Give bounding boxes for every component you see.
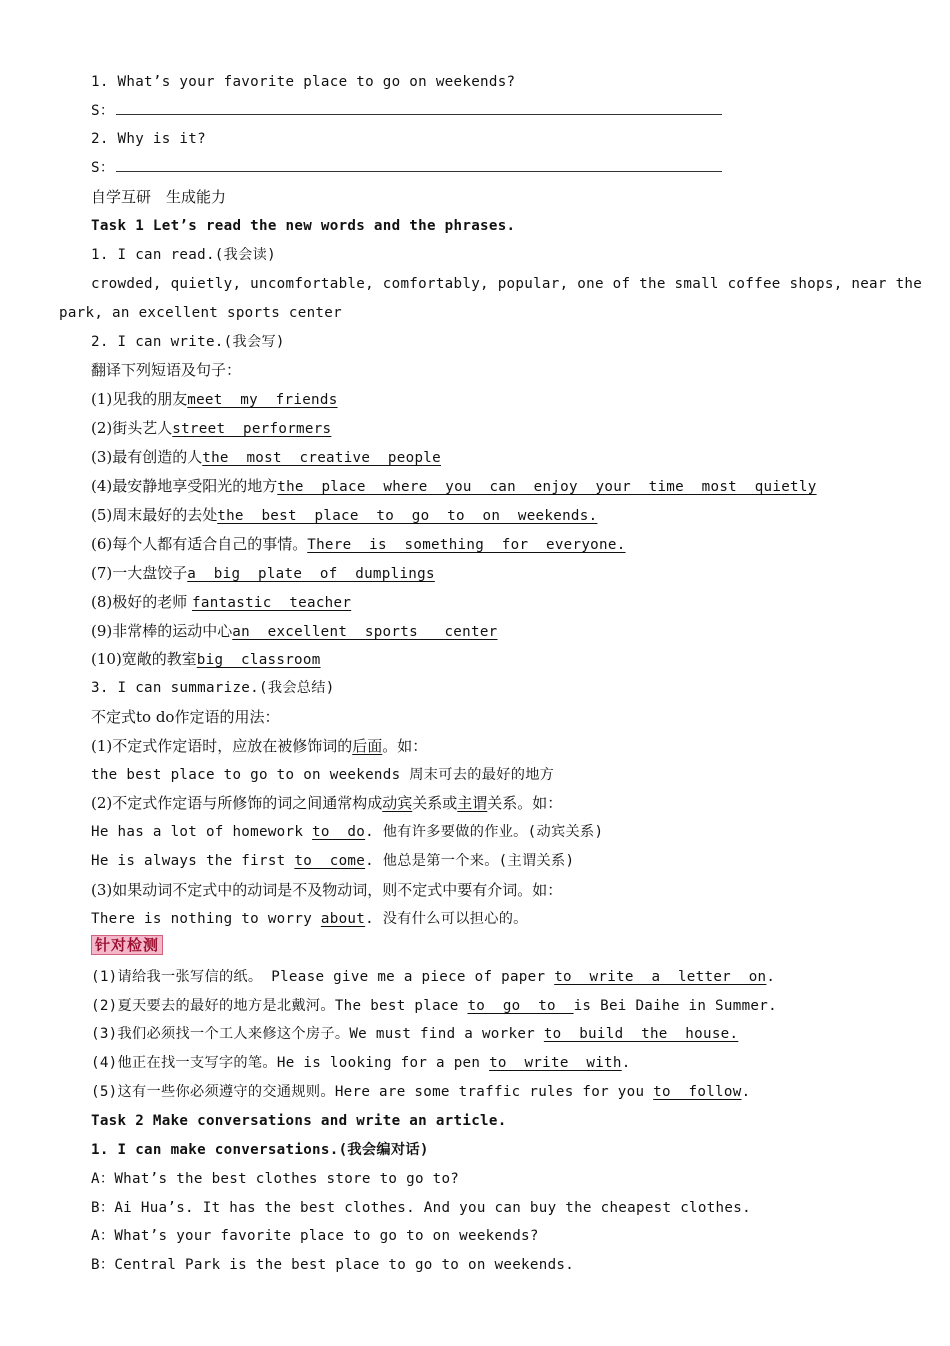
check-item — [91, 1081, 750, 1103]
answer-blank[interactable] — [116, 100, 722, 115]
item-prompt: (2)街头艺人 — [91, 419, 173, 437]
check-item — [91, 1052, 631, 1074]
warmup-answer-2 — [91, 157, 722, 179]
task1-title: Task 1 Let’s read the new words and the phrases. — [91, 218, 516, 234]
conversation-line: B：Central Park is the best place to go to on weekends. — [91, 1257, 575, 1273]
check-item — [91, 995, 777, 1017]
item-answer: the place where you can enjoy your time most quietly — [277, 479, 817, 495]
check-text: (4)他正在找一支写字的笔。He is looking for a pen — [91, 1055, 490, 1071]
check-text: (3)我们必须找一个工人来修这个房子。We must find a worker — [91, 1026, 544, 1042]
rule-text: (1)不定式作定语时，应放在被修饰词的 — [91, 737, 353, 755]
check-text: . — [741, 1084, 751, 1100]
speaker-label: S： — [91, 103, 115, 119]
grammar-rule-1 — [91, 735, 427, 757]
warmup-question-2: 2. Why is it? — [91, 131, 206, 147]
warmup-answer-1 — [91, 100, 722, 122]
translate-item — [91, 504, 597, 526]
check-text: . — [766, 969, 776, 985]
grammar-title: 不定式to do作定语的用法： — [91, 708, 280, 726]
item-answer: an excellent sports center — [232, 624, 498, 640]
grammar-rule-2 — [91, 792, 562, 814]
item-prompt: (8)极好的老师 — [91, 593, 193, 611]
item-answer: meet my friends — [187, 392, 338, 408]
item-prompt: (9)非常棒的运动中心 — [91, 622, 233, 640]
translate-item — [91, 388, 338, 410]
check-answer: to go to — [467, 998, 574, 1014]
translate-item — [91, 562, 435, 584]
check-badge: 针对检测 — [91, 935, 163, 955]
conversation-line: A：What’s the best clothes store to go to? — [91, 1171, 460, 1187]
item-answer: the best place to go to on weekends. — [217, 508, 598, 524]
translate-item — [91, 648, 321, 670]
check-text: . — [621, 1055, 631, 1071]
conversation-line: A：What’s your favorite place to go to on weekends? — [91, 1228, 539, 1244]
example-answer: about — [320, 911, 366, 927]
example-text: . 他总是第一个来。(主谓关系) — [365, 853, 575, 869]
item-answer: fantastic teacher — [192, 595, 352, 611]
item-answer: the most creative people — [202, 450, 441, 466]
item-prompt: (1)见我的朋友 — [91, 390, 188, 408]
check-badge-row — [91, 934, 163, 956]
translate-prompt: 翻译下列短语及句子： — [91, 361, 242, 379]
rule-text: 关系或 — [412, 794, 458, 812]
warmup-question-1: 1. What’s your favorite place to go on weekends? — [91, 74, 516, 90]
check-answer: to write a letter on — [554, 969, 767, 985]
check-answer: to build the house. — [543, 1026, 739, 1042]
check-item — [91, 1023, 738, 1045]
translate-item — [91, 417, 331, 439]
example-text: . 他有许多要做的作业。(动宾关系) — [365, 824, 604, 840]
item-prompt: (4)最安静地享受阳光的地方 — [91, 477, 278, 495]
section-title: 自学互研 生成能力 — [91, 188, 227, 206]
item-answer: street performers — [172, 421, 332, 437]
check-text: is Bei Daihe in Summer. — [573, 998, 777, 1014]
check-item — [91, 966, 775, 988]
rule-text: (2)不定式作定语与所修饰的词之间通常构成 — [91, 794, 383, 812]
example-answer: to come — [294, 853, 366, 869]
translate-item — [91, 475, 817, 497]
read-words-line-1: crowded, quietly, uncomfortable, comfortably, popular, one of the small coffee shops, near the — [91, 276, 923, 292]
summarize-heading: 3. I can summarize.(我会总结) — [91, 680, 335, 696]
check-text: (2)夏天要去的最好的地方是北戴河。The best place — [91, 998, 468, 1014]
rule-answer: 后面 — [352, 737, 383, 755]
item-answer: big classroom — [196, 652, 321, 668]
rule-answer: 主谓 — [457, 794, 488, 812]
item-prompt: (6)每个人都有适合自己的事情。 — [91, 535, 308, 553]
read-heading: 1. I can read.(我会读) — [91, 247, 276, 263]
write-heading: 2. I can write.(我会写) — [91, 334, 285, 350]
check-answer: to write with — [489, 1055, 622, 1071]
example-text: He has a lot of homework — [91, 824, 313, 840]
example-text: . 没有什么可以担心的。 — [365, 911, 528, 927]
translate-item — [91, 620, 498, 642]
rule-3-example — [91, 908, 528, 930]
rule-text: 。如： — [382, 737, 428, 755]
check-text: (1)请给我一张写信的纸。 Please give me a piece of paper — [91, 969, 555, 985]
example-text: He is always the first — [91, 853, 295, 869]
speaker-label: S： — [91, 160, 115, 176]
rule-answer: 动宾 — [382, 794, 413, 812]
task2-title: Task 2 Make conversations and write an article. — [91, 1113, 507, 1129]
item-prompt: (3)最有创造的人 — [91, 448, 203, 466]
rule-2-example-b — [91, 850, 574, 872]
translate-item — [91, 446, 441, 468]
rule-2-example-a — [91, 821, 603, 843]
conversation-heading: 1. I can make conversations.(我会编对话) — [91, 1142, 429, 1158]
rule-text: 关系。如： — [487, 794, 563, 812]
conversation-line: B：Ai Hua’s. It has the best clothes. And you can buy the cheapest clothes. — [91, 1200, 751, 1216]
check-text: (5)这有一些你必须遵守的交通规则。Here are some traffic rules for you — [91, 1084, 654, 1100]
example-answer: to do — [312, 824, 366, 840]
answer-blank[interactable] — [116, 157, 722, 172]
example-text: There is nothing to worry — [91, 911, 321, 927]
translate-item — [91, 591, 351, 613]
item-prompt: (7)一大盘饺子 — [91, 564, 188, 582]
translate-item — [91, 533, 626, 555]
item-answer: a big plate of dumplings — [187, 566, 435, 582]
item-answer: There is something for everyone. — [307, 537, 626, 553]
read-words-line-2: park, an excellent sports center — [59, 305, 342, 321]
item-prompt: (5)周末最好的去处 — [91, 506, 218, 524]
check-answer: to follow — [653, 1084, 742, 1100]
grammar-rule-3: (3)如果动词不定式中的动词是不及物动词，则不定式中要有介词。如： — [91, 881, 563, 899]
item-prompt: (10)宽敞的教室 — [91, 650, 197, 668]
rule-1-example: the best place to go to on weekends 周末可去的最好的地方 — [91, 767, 555, 783]
